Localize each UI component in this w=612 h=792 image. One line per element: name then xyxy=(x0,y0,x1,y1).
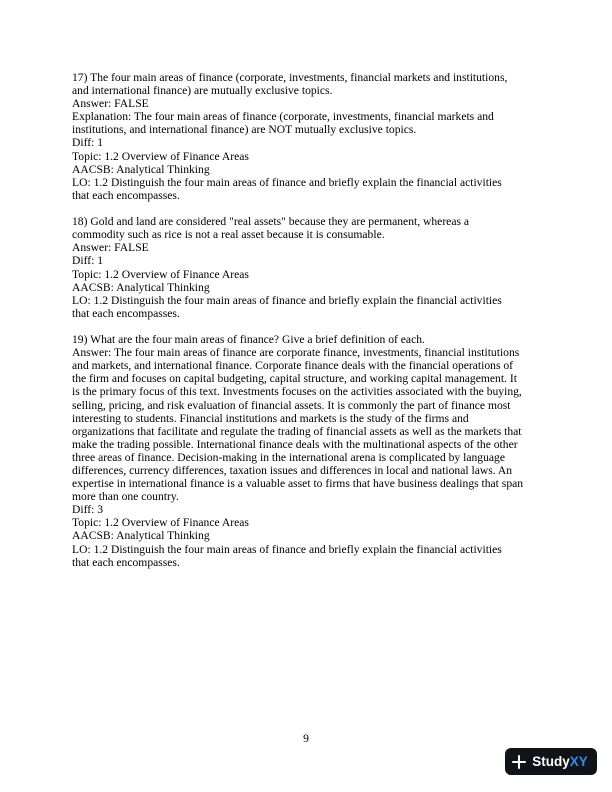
text-line: the firm and focuses on capital budgeting, capital structure, and working capital management. It xyxy=(72,372,517,386)
lo-line: LO: 1.2 Distinguish the four main areas of finance and briefly explain the financial activities xyxy=(72,293,502,307)
aacsb-line: AACSB: Analytical Thinking xyxy=(72,280,210,294)
lo-line: LO: 1.2 Distinguish the four main areas of finance and briefly explain the financial activities xyxy=(72,175,502,189)
answer-line: Answer: FALSE xyxy=(72,97,149,111)
text-line: that each encompasses. xyxy=(72,555,180,569)
topic-line: Topic: 1.2 Overview of Finance Areas xyxy=(72,516,249,530)
text-line: selling, pricing, and risk evaluation of financial assets. It is commonly the part of finance most xyxy=(72,398,511,412)
topic-line: Topic: 1.2 Overview of Finance Areas xyxy=(72,149,249,163)
topic-line: Topic: 1.2 Overview of Finance Areas xyxy=(72,267,249,281)
plus-icon xyxy=(512,755,526,769)
text-line: that each encompasses. xyxy=(72,188,180,202)
text-line: institutions, and international finance) are NOT mutually exclusive topics. xyxy=(72,123,417,137)
text-line: more than one country. xyxy=(72,490,179,504)
text-line: three areas of finance. Decision-making in the international arena is complicated by language xyxy=(72,450,505,464)
text-line: 18) Gold and land are considered "real assets" because they are permanent, whereas a xyxy=(72,215,470,229)
question-17 xyxy=(72,71,542,202)
text-line: and markets, and international finance. Corporate finance deals with the financial operations of xyxy=(72,359,514,373)
text-line: interesting to students. Financial institutions and markets is the study of the firms and xyxy=(72,411,469,425)
text-line: commodity such as rice is not a real asset because it is consumable. xyxy=(72,228,385,242)
aacsb-line: AACSB: Analytical Thinking xyxy=(72,529,210,543)
text-line: expertise in international finance is a valuable asset to firms that have business dealings that span xyxy=(72,477,524,491)
aacsb-line: AACSB: Analytical Thinking xyxy=(72,162,210,176)
difficulty-line: Diff: 1 xyxy=(72,254,104,268)
lo-line: LO: 1.2 Distinguish the four main areas of finance and briefly explain the financial activities xyxy=(72,542,502,556)
text-line: make the trading possible. International finance deals with the multinational aspects of the other xyxy=(72,437,518,451)
document-body xyxy=(72,71,542,582)
studyxy-badge[interactable] xyxy=(505,748,597,775)
text-line: differences, currency differences, taxation issues and differences in local and national laws. An xyxy=(72,464,513,477)
answer-line: Answer: FALSE xyxy=(72,241,149,255)
difficulty-line: Diff: 1 xyxy=(72,136,104,150)
answer-line: Answer: The four main areas of finance are corporate finance, investments, financial institutions xyxy=(72,346,520,360)
text-line: 17) The four main areas of finance (corporate, investments, financial markets and institutions, xyxy=(72,71,508,84)
badge-brand-xy: XY xyxy=(569,754,588,769)
difficulty-line: Diff: 3 xyxy=(72,503,104,517)
text-line: that each encompasses. xyxy=(72,306,180,320)
text-line: is the primary focus of this text. Investments focuses on the activities associated with the buying, xyxy=(72,385,522,399)
question-18 xyxy=(72,215,542,320)
question-19 xyxy=(72,333,542,569)
text-line: 19) What are the four main areas of finance? Give a brief definition of each. xyxy=(72,333,425,347)
text-line: organizations that facilitate and regulate the trading of financial assets as well as the markets that xyxy=(72,424,522,438)
explanation-line: Explanation: The four main areas of finance (corporate, investments, financial markets and xyxy=(72,110,494,124)
badge-brand-study: Study xyxy=(532,754,570,769)
text-line: and international finance) are mutually exclusive topics. xyxy=(72,84,333,98)
page-number: 9 xyxy=(303,732,309,745)
